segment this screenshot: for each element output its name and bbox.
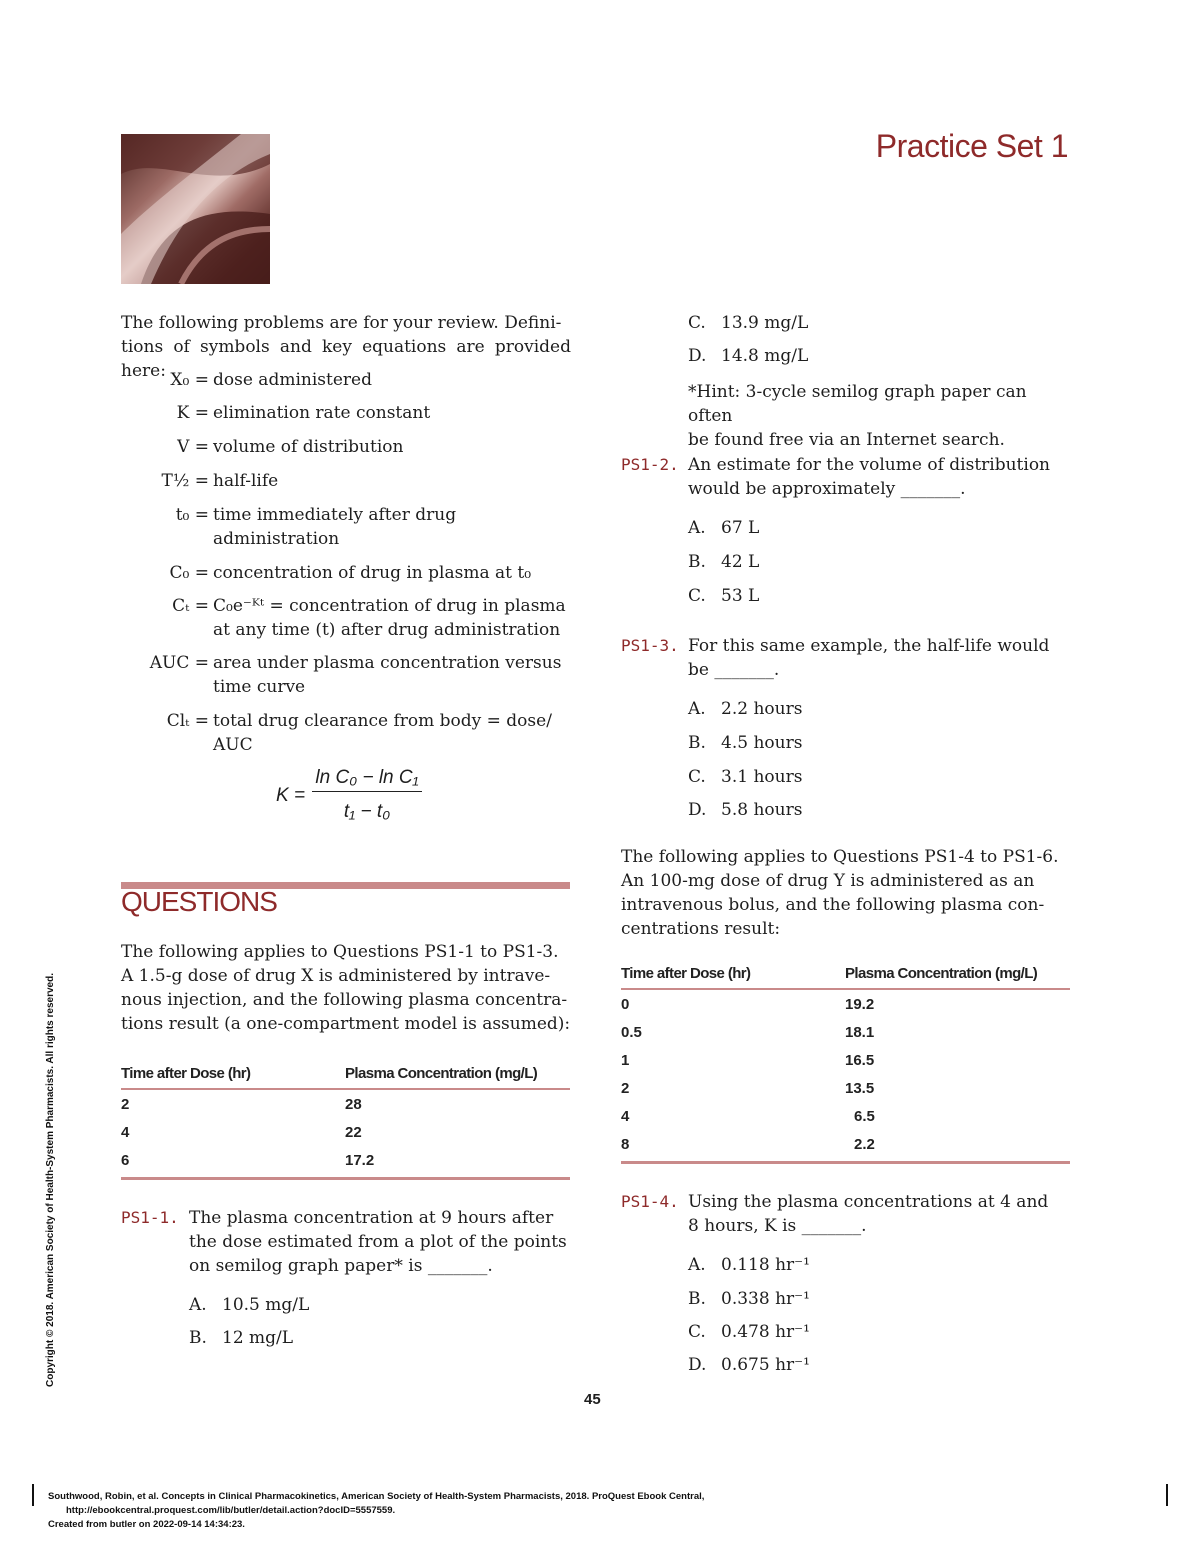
question-line: Using the plasma concentrations at 4 and <box>688 1192 1049 1212</box>
answer-option: C. 13.9 mg/L <box>688 313 809 333</box>
definition-text: time immediately after drug administration <box>213 505 457 549</box>
answer-option: D. 0.675 hr⁻¹ <box>688 1355 810 1375</box>
question-ps1-3-label <box>621 634 679 658</box>
answer-option: B. 0.338 hr⁻¹ <box>688 1289 810 1309</box>
scenario-line: centrations result: <box>621 919 781 939</box>
question-ps1-4-label <box>621 1190 679 1214</box>
answer-option: C. 3.1 hours <box>688 767 803 787</box>
table-cell: 0 <box>621 995 630 1013</box>
table-bottom-rule <box>621 1161 1070 1164</box>
table-row <box>621 1018 1070 1046</box>
definition-text: volume of distribution <box>213 437 404 457</box>
table-cell: 22 <box>345 1123 362 1141</box>
definition-text: elimination rate constant <box>213 403 431 423</box>
scenario-1-text <box>121 940 571 1036</box>
definition-text: C₀e⁻ᴷᵗ = concentration of drug in plasma at any time (t) after drug administration <box>213 596 566 640</box>
question-line: 8 hours, K is _______. <box>688 1216 867 1236</box>
table-row <box>121 1089 570 1118</box>
equation-denominator: t₁ − t₀ <box>343 801 391 822</box>
equation-lhs: K = <box>276 785 306 806</box>
scenario-2-text <box>621 845 1070 941</box>
table-row <box>621 1130 1070 1158</box>
definition-text: half-life <box>213 471 279 491</box>
drug-y-concentration-table <box>621 962 1070 1158</box>
question-label: PS1-1. <box>121 1208 179 1227</box>
question-line: The plasma concentration at 9 hours after <box>189 1208 554 1228</box>
table-header: Time after Dose (hr) <box>621 962 845 989</box>
intro-line: tions of symbols and key equations are provided here: <box>121 337 571 381</box>
table-cell: 17.2 <box>345 1151 375 1169</box>
table-cell: 28 <box>345 1095 362 1113</box>
question-line: be _______. <box>688 660 780 680</box>
copyright-notice: Copyright © 2018. American Society of Health-System Pharmacists. All rights reserved. <box>45 973 56 1387</box>
table-cell: 6.5 <box>854 1107 875 1125</box>
question-label: PS1-4. <box>621 1192 679 1211</box>
table-row <box>621 989 1070 1018</box>
definition-text: concentration of drug in plasma at t₀ <box>213 563 532 583</box>
table-cell: 2 <box>621 1079 630 1097</box>
equation-numerator: ln C₀ − ln C₁ <box>312 767 422 792</box>
answer-option: A. 10.5 mg/L <box>189 1295 310 1315</box>
question-line: would be approximately _______. <box>688 479 966 499</box>
table-cell: 19.2 <box>845 995 875 1013</box>
hint-line: be found free via an Internet search. <box>688 430 1005 450</box>
hint-line: *Hint: 3-cycle semilog graph paper can often <box>688 382 1027 426</box>
table-cell: 4 <box>621 1107 630 1125</box>
question-line: For this same example, the half-life would <box>688 636 1050 656</box>
scenario-line: An 100-mg dose of drug Y is administered as an <box>621 871 1035 891</box>
question-ps1-4-text <box>688 1190 1070 1238</box>
answer-option: B. 42 L <box>688 552 760 572</box>
definition-symbol: K = <box>176 403 209 423</box>
table-header: Plasma Concentration (mg/L) <box>345 1062 570 1089</box>
footer-citation: Southwood, Robin, et al. Concepts in Clinical Pharmacokinetics, American Society of Health-System Pharmacists, 2018. ProQuest Ebook Central, <box>48 1491 705 1502</box>
footer-created: Created from butler on 2022-09-14 14:34:23. <box>48 1519 245 1530</box>
definition-symbol: t₀ = <box>175 505 209 525</box>
table-row <box>621 1102 1070 1130</box>
definition-text: area under plasma concentration versus time curve <box>213 653 562 697</box>
table-row <box>121 1146 570 1174</box>
definition-symbol: Clₜ = <box>166 711 209 731</box>
definition-text: total drug clearance from body = dose/ AUC <box>213 711 552 755</box>
table-cell: 18.1 <box>845 1023 875 1041</box>
scenario-line: intravenous bolus, and the following plasma con- <box>621 895 1045 915</box>
definition-text: dose administered <box>213 370 372 390</box>
table-cell: 4 <box>121 1123 130 1141</box>
page-number: 45 <box>584 1391 601 1408</box>
answer-option: C. 53 L <box>688 586 760 606</box>
table-cell: 1 <box>621 1051 630 1069</box>
question-ps1-3-text <box>688 634 1070 682</box>
table-cell: 2.2 <box>854 1135 875 1153</box>
drug-x-concentration-table <box>121 1062 570 1174</box>
scenario-line: nous injection, and the following plasma concentra- <box>121 990 568 1010</box>
footer-right-mark <box>1166 1484 1168 1506</box>
question-ps1-2-label <box>621 453 679 477</box>
answer-option: A. 0.118 hr⁻¹ <box>688 1255 810 1275</box>
question-ps1-1-text <box>189 1206 571 1278</box>
table-header: Plasma Concentration (mg/L) <box>845 962 1070 989</box>
table-row <box>621 1046 1070 1074</box>
answer-option: A. 67 L <box>688 518 760 538</box>
question-ps1-1-label <box>121 1206 179 1230</box>
table-cell: 16.5 <box>845 1051 875 1069</box>
question-label: PS1-3. <box>621 636 679 655</box>
scenario-line: The following applies to Questions PS1-1 to PS1-3. <box>121 942 559 962</box>
answer-option: C. 0.478 hr⁻¹ <box>688 1322 810 1342</box>
question-ps1-2-text <box>688 453 1070 501</box>
definition-symbol: AUC = <box>149 653 209 673</box>
table-cell: 2 <box>121 1095 130 1113</box>
table-row <box>621 1074 1070 1102</box>
question-line: the dose estimated from a plot of the points <box>189 1232 567 1252</box>
scenario-line: The following applies to Questions PS1-4 to PS1-6. <box>621 847 1059 867</box>
question-label: PS1-2. <box>621 455 679 474</box>
footer-left-mark <box>32 1484 34 1506</box>
table-cell: 0.5 <box>621 1023 642 1041</box>
footer-url: http://ebookcentral.proquest.com/lib/butler/detail.action?docID=5557559. <box>66 1505 396 1516</box>
table-cell: 13.5 <box>845 1079 875 1097</box>
definition-symbol: C₀ = <box>169 563 209 583</box>
definition-symbol: Cₜ = <box>172 596 209 616</box>
hint-text <box>688 380 1070 452</box>
table-header: Time after Dose (hr) <box>121 1062 345 1089</box>
table-cell: 6 <box>121 1151 130 1169</box>
definition-symbol: T½ = <box>161 471 209 491</box>
table-row <box>121 1118 570 1146</box>
page-title: Practice Set 1 <box>875 128 1068 164</box>
chapter-decorative-image <box>121 134 270 284</box>
question-line: An estimate for the volume of distribution <box>688 455 1050 475</box>
answer-option: D. 14.8 mg/L <box>688 346 809 366</box>
answer-option: D. 5.8 hours <box>688 800 803 820</box>
definition-symbol: X₀ = <box>170 370 209 390</box>
answer-option: B. 4.5 hours <box>688 733 803 753</box>
definition-symbol: V = <box>177 437 209 457</box>
questions-heading: QUESTIONS <box>121 886 277 917</box>
table-bottom-rule <box>121 1177 570 1180</box>
intro-line: The following problems are for your review. Defini- <box>121 313 562 333</box>
answer-option: A. 2.2 hours <box>688 699 803 719</box>
scenario-line: A 1.5-g dose of drug X is administered by intrave- <box>121 966 551 986</box>
answer-option: B. 12 mg/L <box>189 1328 294 1348</box>
scenario-line: tions result (a one-compartment model is assumed): <box>121 1014 571 1034</box>
table-cell: 8 <box>621 1135 630 1153</box>
question-line: on semilog graph paper* is _______. <box>189 1256 493 1276</box>
